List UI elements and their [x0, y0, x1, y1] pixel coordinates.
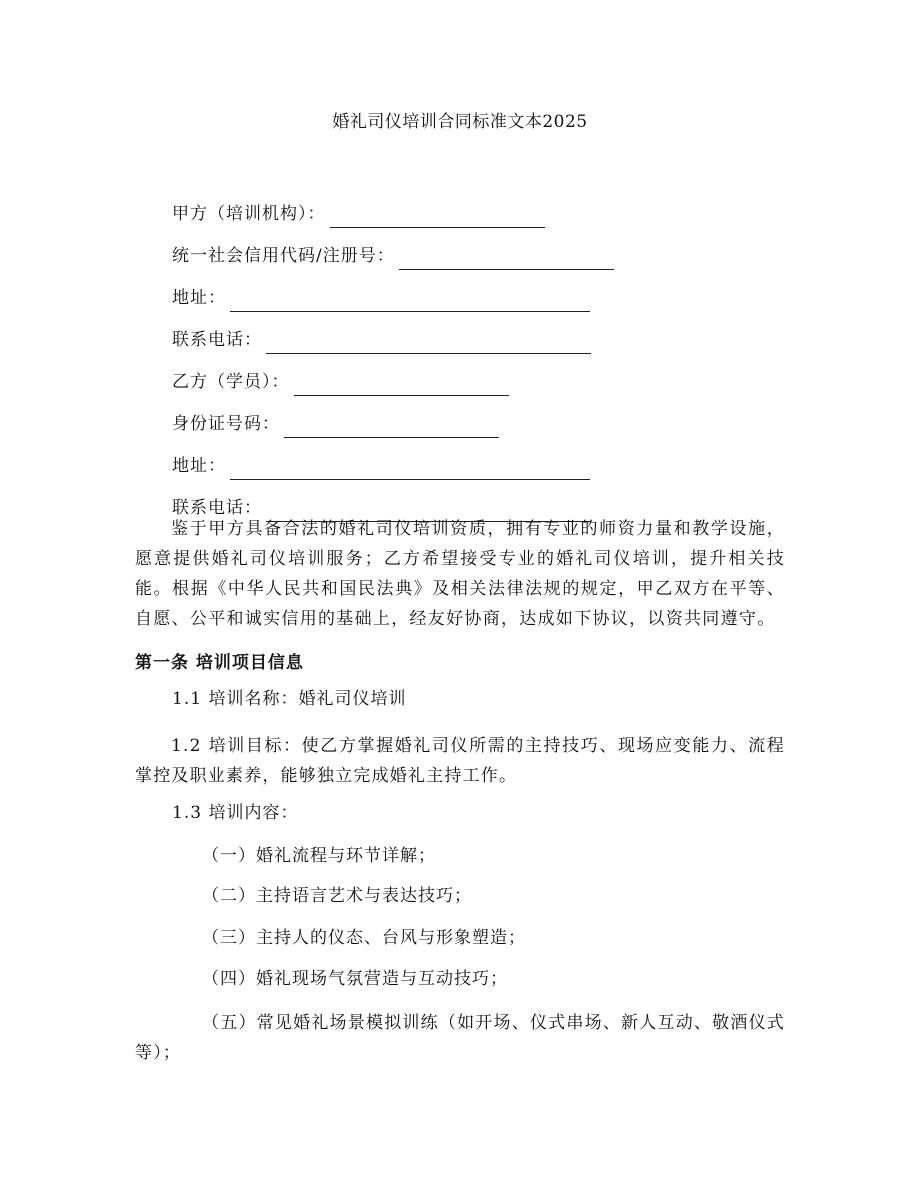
party-a-address-field: [172, 270, 792, 312]
id-number-field: [172, 396, 792, 438]
document-title: 婚礼司仪培训合同标准文本2025: [332, 112, 588, 132]
article-1-heading: 第一条 培训项目信息: [135, 653, 304, 673]
party-b-phone-label: 联系电话：: [172, 498, 262, 518]
party-b-name-blank: [294, 375, 509, 396]
party-b-address-blank: [230, 459, 590, 480]
party-a-name-field: [172, 186, 792, 228]
party-a-phone-field: [172, 312, 792, 354]
id-number-label: 身份证号码：: [172, 414, 280, 434]
party-b-name-label: 乙方（学员）：: [172, 372, 290, 392]
party-b-name-field: [172, 354, 792, 396]
party-b-address-label: 地址：: [172, 456, 226, 476]
party-a-address-label: 地址：: [172, 288, 226, 308]
credit-code-field: [172, 228, 792, 270]
content-item-4: （四）婚礼现场气氛营造与互动技巧；: [202, 969, 508, 989]
party-a-phone-label: 联系电话：: [172, 330, 262, 350]
credit-code-blank: [399, 249, 614, 270]
preamble-paragraph: 鉴于甲方具备合法的婚礼司仪培训资质，拥有专业的师资力量和教学设施，愿意提供婚礼司仪培训服务；乙方希望接受专业的婚礼司仪培训，提升相关技能。根据《中华人民共和国民法典》及相关法律法规的规定，甲乙双方在平等、自愿、公平和诚实信用的基础上，经友好协商，达成如下协议，以资共同遵守。: [135, 519, 785, 629]
id-number-blank: [284, 417, 499, 438]
credit-code-label: 统一社会信用代码/注册号：: [172, 246, 395, 266]
party-a-name-label: 甲方（培训机构）：: [172, 204, 326, 224]
party-a-phone-blank: [266, 333, 591, 354]
content-item-1: （一）婚礼流程与环节详解；: [202, 846, 436, 866]
content-item-2: （二）主持语言艺术与表达技巧；: [202, 886, 472, 906]
party-b-address-field: [172, 438, 792, 480]
party-a-address-blank: [230, 291, 590, 312]
party-a-name-blank: [330, 207, 545, 228]
item-1-1: 1.1 培训名称：婚礼司仪培训: [172, 689, 407, 709]
item-1-2: 1.2 培训目标：使乙方掌握婚礼司仪所需的主持技巧、现场应变能力、流程掌控及职业素养，能够独立完成婚礼主持工作。: [135, 736, 785, 786]
item-1-3: 1.3 培训内容：: [172, 803, 299, 823]
content-item-3: （三）主持人的仪态、台风与形象塑造；: [202, 928, 526, 948]
party-info-fields: [172, 186, 792, 522]
content-item-5: （五）常见婚礼场景模拟训练（如开场、仪式串场、新人互动、敬酒仪式等）；: [135, 1013, 785, 1063]
